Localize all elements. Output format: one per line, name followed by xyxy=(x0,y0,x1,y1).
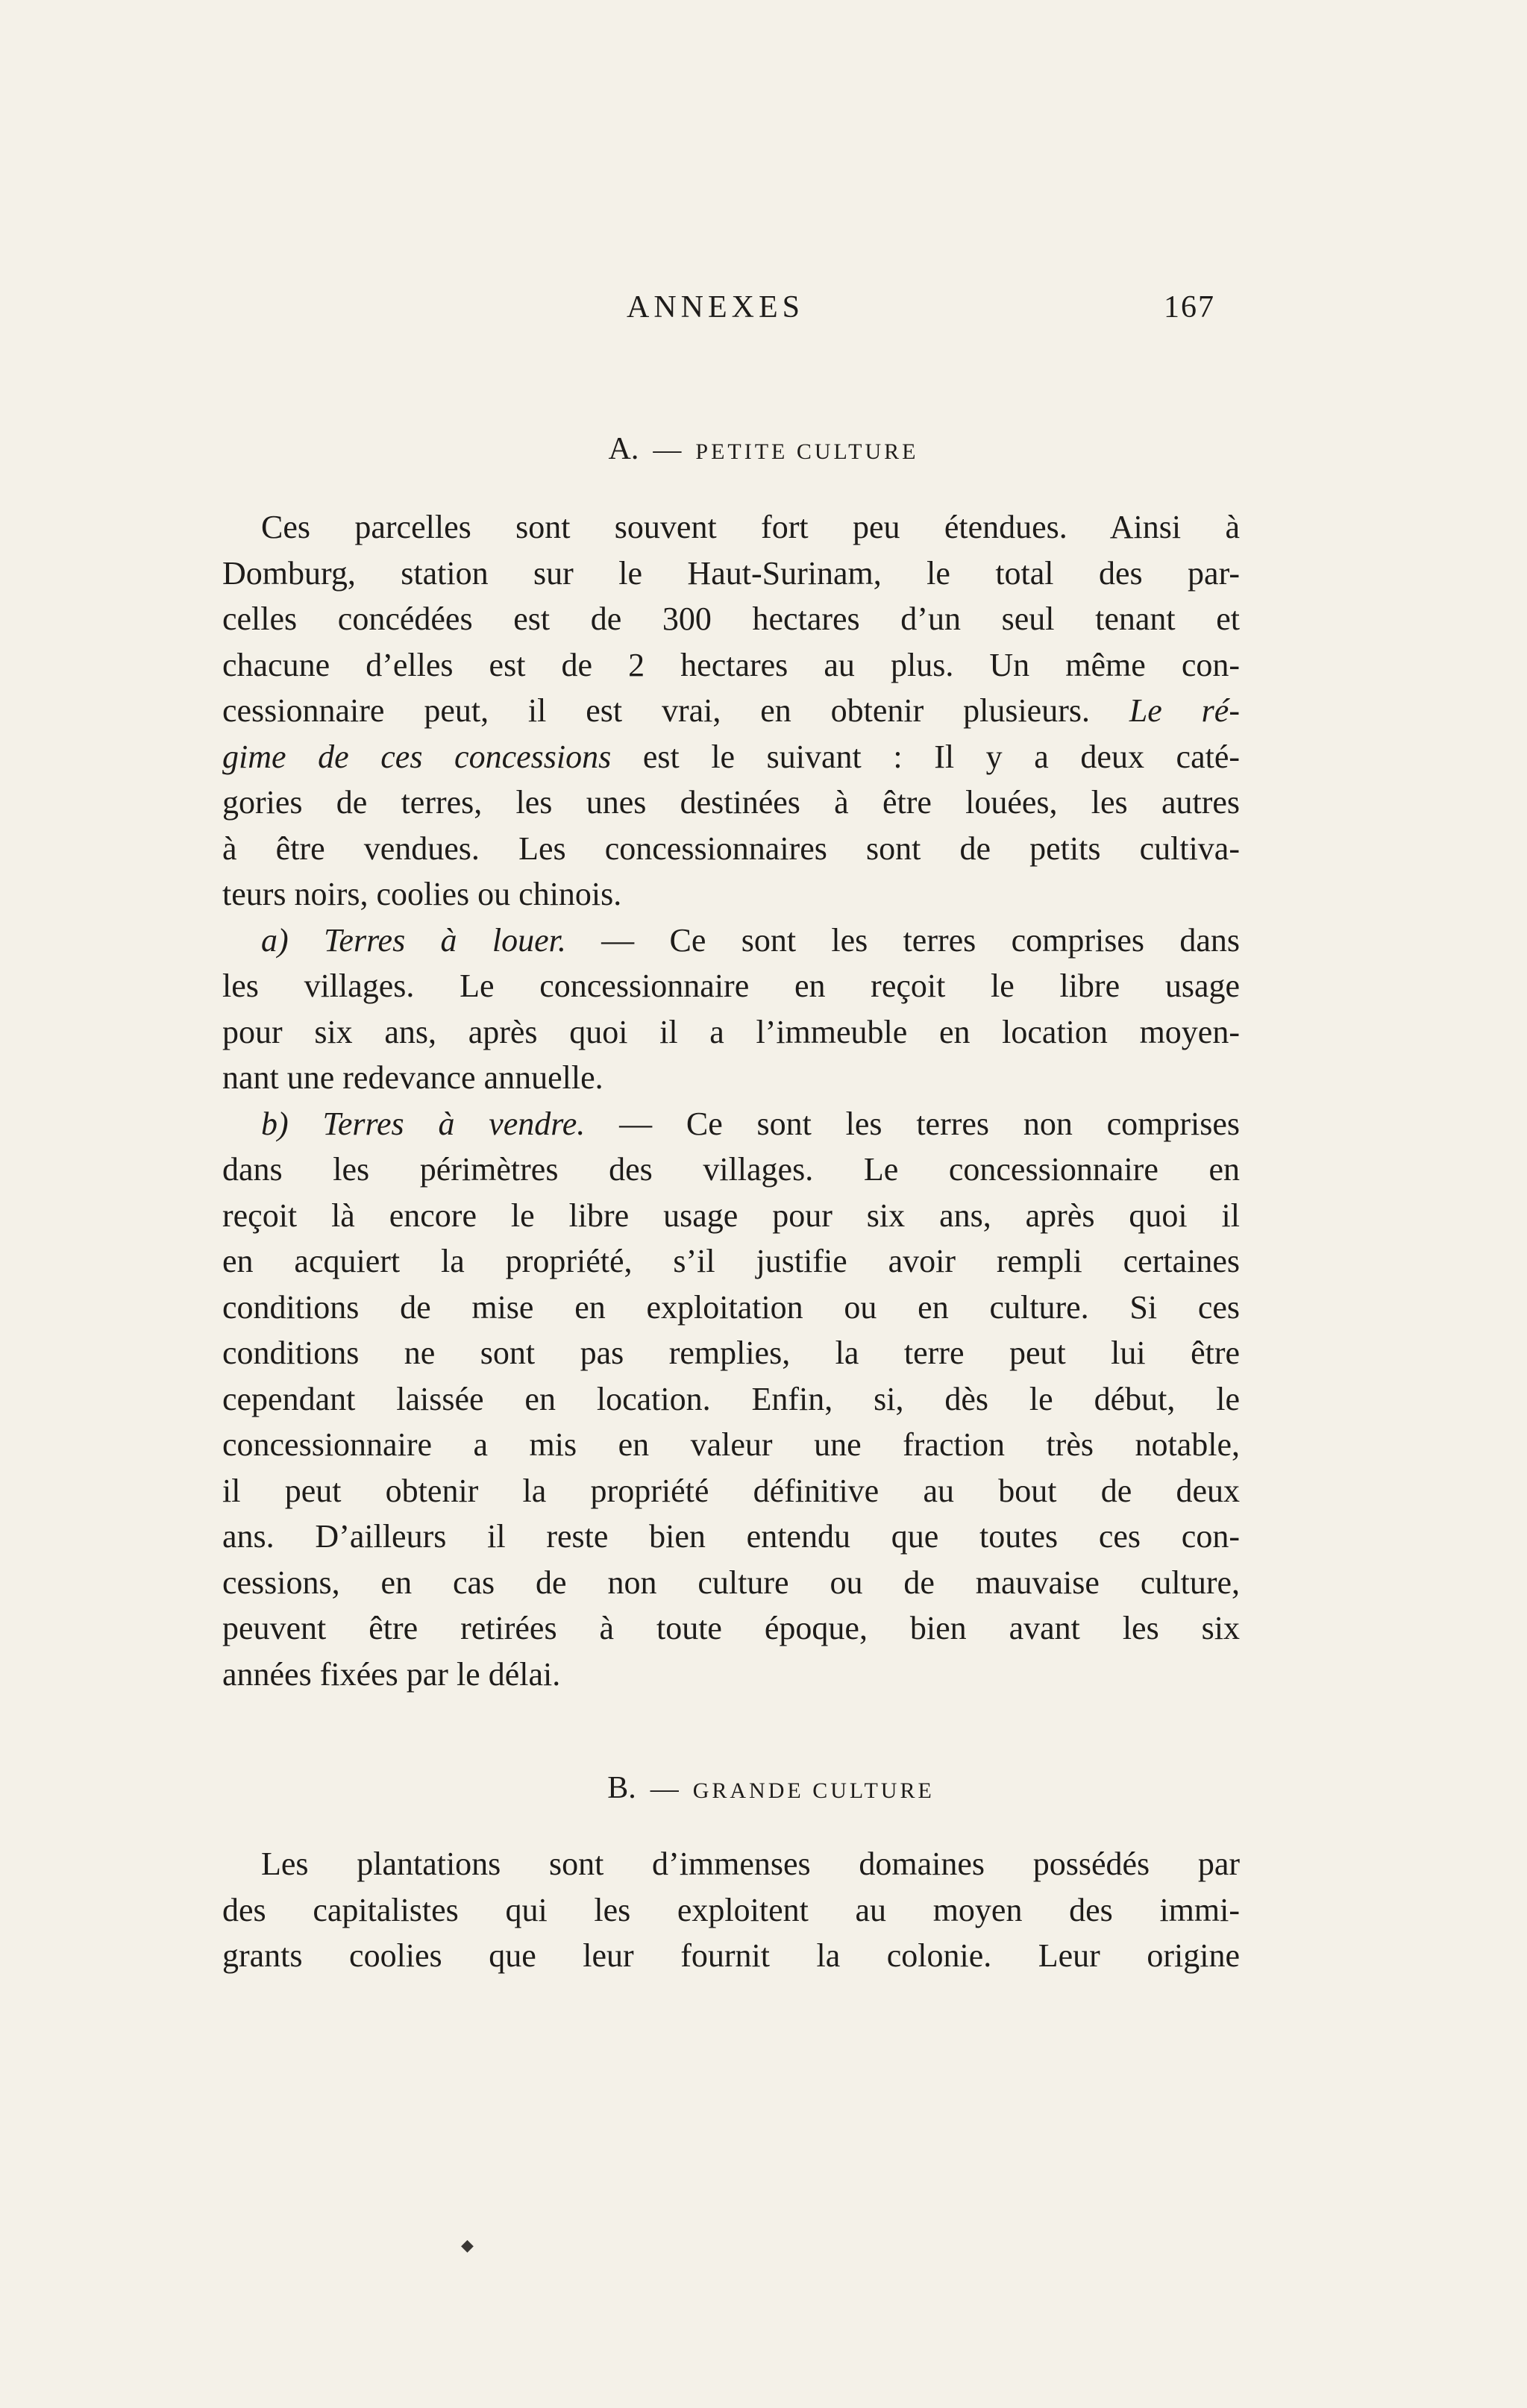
text-line: années fixées par le délai. xyxy=(222,1655,561,1693)
text-line: cependant laissée en location. Enfin, si, dès le début, le xyxy=(222,1380,1240,1417)
text-line: il peut obtenir la propriété définitive au bout de deux xyxy=(222,1472,1240,1509)
text-line: des capitalistes qui les exploitent au moyen des immi- xyxy=(222,1891,1240,1928)
text-line: grants coolies que leur fournit la colonie. Leur origine xyxy=(222,1937,1240,1974)
text-segment: — Ce sont les terres non comprises xyxy=(585,1105,1240,1142)
text-line: reçoit là encore le libre usage pour six ans, après quoi il xyxy=(222,1197,1240,1234)
text-line: en acquiert la propriété, s’il justifie avoir rempli certaines xyxy=(222,1243,1240,1279)
text-line: ans. D’ailleurs il reste bien entendu que toutes ces con- xyxy=(222,1518,1240,1555)
text-line: pour six ans, après quoi il a l’immeuble en location moyen- xyxy=(222,1013,1240,1050)
text-line: Domburg, station sur le Haut-Surinam, le total des par- xyxy=(222,554,1240,592)
text-segment: cessionnaire peut, il est vrai, en obtenir plusieurs. xyxy=(222,692,1090,729)
page-number: 167 xyxy=(1164,290,1215,324)
section-heading-petite-culture xyxy=(0,431,1527,467)
italic-segment: gime de ces concessions xyxy=(222,738,612,775)
text-line: cessions, en cas de non culture ou de mauvaise culture, xyxy=(222,1564,1240,1601)
section-letter: A. xyxy=(608,432,639,466)
heading-dash: — xyxy=(650,1773,679,1805)
text-line: Les plantations sont d’immenses domaines possédés par xyxy=(261,1846,1240,1882)
item-label: a) xyxy=(261,921,289,959)
text-line: peuvent être retirées à toute époque, bien avant les six xyxy=(222,1610,1240,1646)
text-segment: — Ce sont les terres comprises dans xyxy=(565,921,1240,959)
text-segment: est le suivant : Il y a deux caté- xyxy=(611,738,1241,775)
text-line: dans les périmètres des villages. Le concessionnaire en xyxy=(222,1151,1240,1188)
text-line: conditions de mise en exploitation ou en culture. Si ces xyxy=(222,1288,1240,1326)
text-line xyxy=(222,734,1240,780)
text-line: Ces parcelles sont souvent fort peu étendues. Ainsi à xyxy=(261,509,1240,545)
paragraph-petite-culture xyxy=(222,504,1240,1697)
running-head xyxy=(0,289,1527,334)
paragraph-grande-culture xyxy=(222,1841,1240,1979)
text-line: à être vendues. Les concessionnaires sont de petits cultiva- xyxy=(222,830,1240,867)
section-title: GRANDE CULTURE xyxy=(692,1778,935,1803)
text-line: teurs noirs, coolies ou chinois. xyxy=(222,876,622,912)
text-line: chacune d’elles est de 2 hectares au plus. Un même con- xyxy=(222,646,1240,683)
text-line xyxy=(222,688,1240,734)
item-a-first-line xyxy=(222,918,1240,964)
section-title: PETITE CULTURE xyxy=(695,439,919,464)
item-title: Terres à louer. xyxy=(323,921,566,959)
section-heading-grande-culture xyxy=(7,1770,1527,1806)
heading-dash: — xyxy=(653,434,682,465)
text-line: concessionnaire a mis en valeur une fraction très notable, xyxy=(222,1426,1240,1463)
running-title: ANNEXES xyxy=(627,290,804,324)
text-line: nant une redevance annuelle. xyxy=(222,1059,603,1096)
section-letter: B. xyxy=(607,1771,636,1805)
text-line: les villages. Le concessionnaire en reçoit le libre usage xyxy=(222,968,1240,1004)
item-title: Terres à vendre. xyxy=(322,1105,586,1142)
item-b-first-line xyxy=(222,1101,1240,1147)
text-line: gories de terres, les unes destinées à être louées, les autres xyxy=(222,784,1240,821)
item-label: b) xyxy=(261,1105,289,1142)
text-line: conditions ne sont pas remplies, la terre peut lui être xyxy=(222,1335,1240,1371)
text-line: celles concédées est de 300 hectares d’un seul tenant et xyxy=(222,601,1240,637)
ink-speck-mark: ◆ xyxy=(461,2236,474,2255)
italic-segment: Le ré- xyxy=(1129,692,1240,729)
